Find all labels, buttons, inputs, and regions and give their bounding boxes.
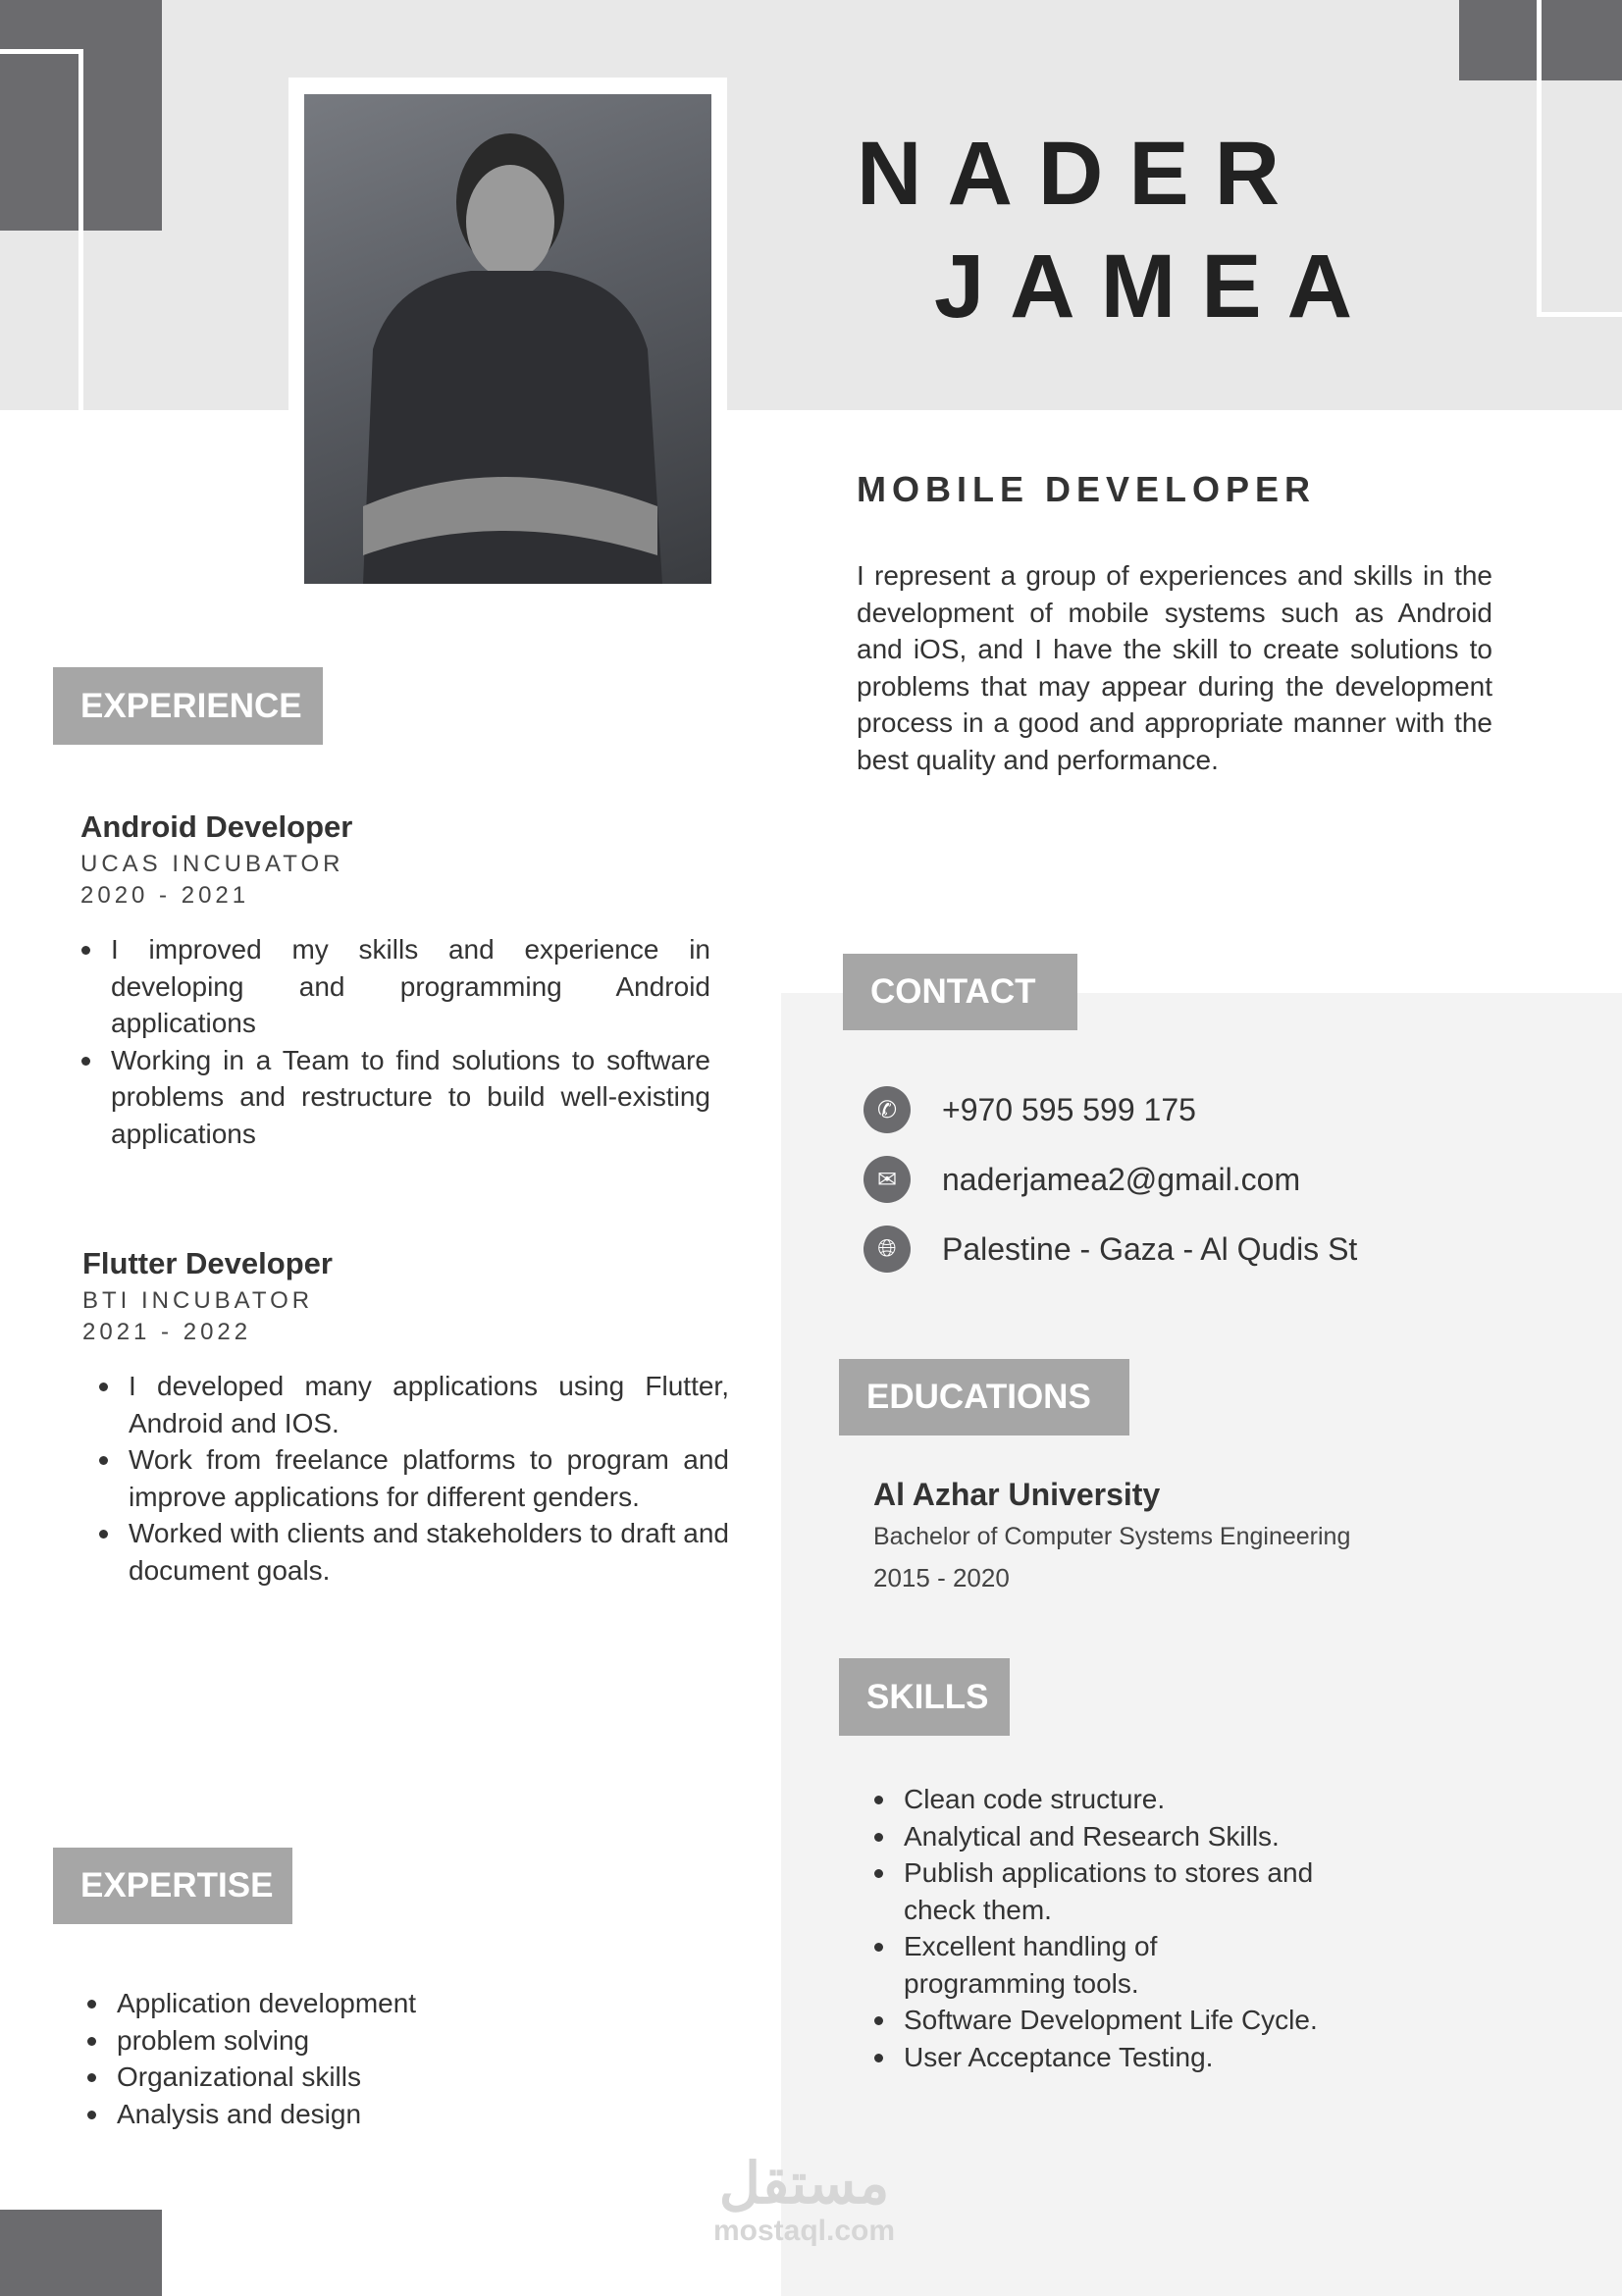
skill-item: Clean code structure. xyxy=(904,1781,1375,1818)
skill-item: User Acceptance Testing. xyxy=(904,2039,1375,2076)
job-years: 2021 - 2022 xyxy=(82,1319,252,1345)
contact-heading: CONTACT xyxy=(843,954,1077,1030)
skill-item: Excellent handling of programming tools. xyxy=(904,1928,1228,2002)
decor-line xyxy=(0,49,83,54)
experience-heading: EXPERIENCE xyxy=(53,667,323,745)
job-entry xyxy=(80,809,710,1152)
job-entry xyxy=(82,1246,729,1589)
education-years: 2015 - 2020 xyxy=(873,1563,1010,1592)
summary: I represent a group of experiences and skills in the development of mobile systems such as Android and iOS, and I have the skill to create solutions to problems that may appear during the development process in a good and appropriate manner with the best quality and performance. xyxy=(857,560,1492,775)
skill-item: Software Development Life Cycle. xyxy=(904,2002,1375,2039)
contact-list xyxy=(863,1085,1357,1274)
phone-icon: ✆ xyxy=(863,1086,911,1133)
job-years: 2020 - 2021 xyxy=(80,882,250,909)
skills-heading: SKILLS xyxy=(839,1658,1010,1736)
job-bullet: Working in a Team to find solutions to software problems and restructure to build well-existing applications xyxy=(111,1042,710,1153)
decor-line xyxy=(78,49,83,410)
job-role: MOBILE DEVELOPER xyxy=(857,469,1317,509)
name-last: JAMEA xyxy=(934,236,1379,337)
expertise-item: Application development xyxy=(117,1985,416,2022)
skills-list xyxy=(904,1781,1375,2075)
contact-address xyxy=(863,1225,1357,1274)
mail-icon: ✉ xyxy=(863,1156,911,1203)
degree: Bachelor of Computer Systems Engineering xyxy=(873,1523,1351,1550)
name-first: NADER xyxy=(857,124,1306,224)
decor-line xyxy=(1537,312,1622,317)
job-title: Flutter Developer xyxy=(82,1246,333,1280)
job-bullet: Worked with clients and stakeholders to draft and document goals. xyxy=(129,1515,729,1589)
job-bullet: Work from freelance platforms to program and improve applications for different genders. xyxy=(129,1441,729,1515)
globe-icon: 🌐︎ xyxy=(863,1226,911,1273)
expertise-item: problem solving xyxy=(117,2022,416,2060)
job-bullet: I improved my skills and experience in developing and programming Android applications xyxy=(111,931,710,1042)
watermark-logo xyxy=(713,2154,895,2248)
contact-email xyxy=(863,1155,1357,1204)
address-text: Palestine - Gaza - Al Qudis St xyxy=(942,1230,1358,1267)
job-title: Android Developer xyxy=(80,809,353,844)
email-text[interactable]: naderjamea2@gmail.com xyxy=(942,1161,1301,1197)
education-entry xyxy=(873,1477,1350,1593)
school-name: Al Azhar University xyxy=(873,1477,1161,1512)
decor-square-bottom-left xyxy=(0,2210,162,2296)
profile-photo xyxy=(304,94,711,584)
header-band xyxy=(0,0,1622,410)
job-company: BTI INCUBATOR xyxy=(82,1287,314,1314)
skill-item: Publish applications to stores and check them. xyxy=(904,1854,1335,1928)
watermark-latin: mostaql.com xyxy=(713,2215,896,2247)
skill-item: Analytical and Research Skills. xyxy=(904,1818,1375,1855)
expertise-item: Analysis and design xyxy=(117,2096,416,2133)
expertise-list xyxy=(117,1985,416,2132)
contact-phone xyxy=(863,1085,1357,1134)
expertise-heading: EXPERTISE xyxy=(53,1848,292,1924)
watermark-arabic: مستقل xyxy=(718,2152,890,2216)
decor-line xyxy=(1537,0,1542,317)
job-bullet: I developed many applications using Flutter, Android and IOS. xyxy=(129,1368,729,1441)
job-company: UCAS INCUBATOR xyxy=(80,851,344,877)
phone-text: +970 595 599 175 xyxy=(942,1091,1196,1127)
expertise-item: Organizational skills xyxy=(117,2059,416,2096)
education-heading: EDUCATIONS xyxy=(839,1359,1129,1435)
